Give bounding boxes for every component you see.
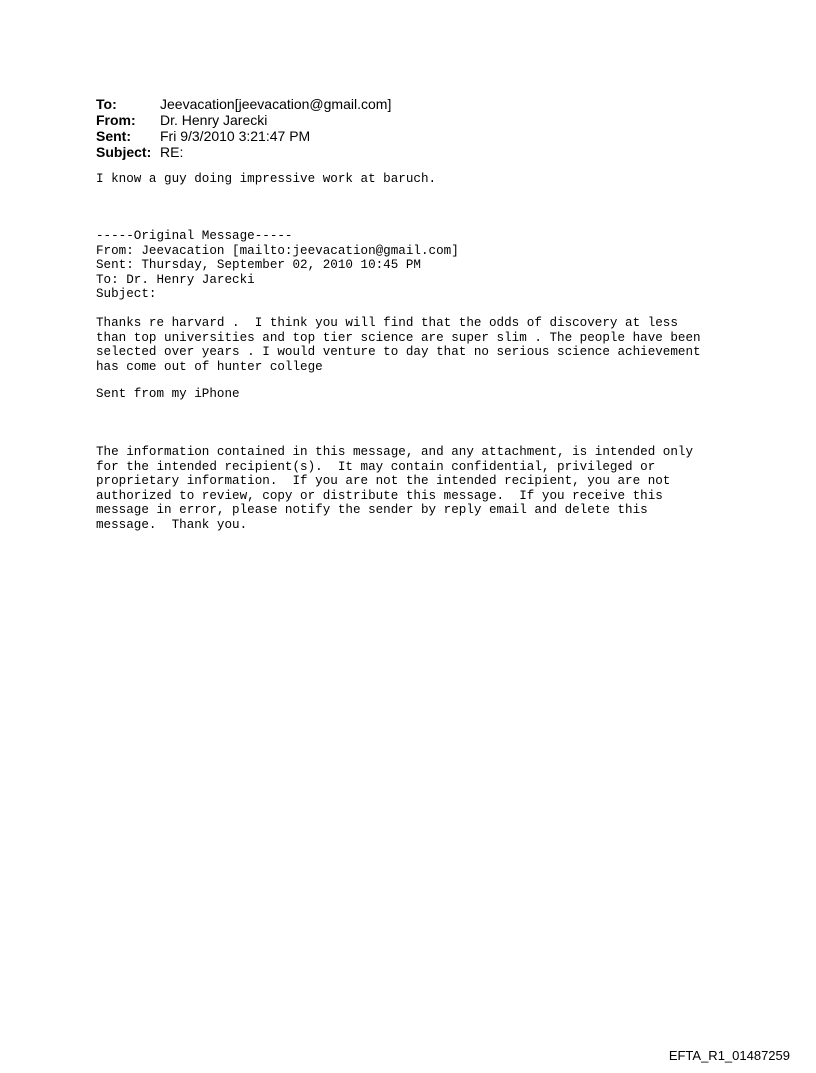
header-subject [96,144,391,160]
header-label: Subject: [96,144,152,160]
original-body-line: Thanks re harvard . I think you will find that the odds of discovery at less [96,316,678,330]
original-from: From: Jeevacation [mailto:jeevacation@gmail.com] [96,243,459,258]
header-from [96,112,391,128]
original-subject: Subject: [96,287,157,301]
header-label: From: [96,112,136,128]
disclaimer-line: The information contained in this message, and any attachment, is intended only [96,445,694,459]
original-body-line: has come out of hunter college [96,359,323,374]
original-to: To: Dr. Henry Jarecki [96,272,255,287]
header-value: Dr. Henry Jarecki [160,112,268,128]
disclaimer-line: proprietary information. If you are not the intended recipient, you are not [96,474,671,488]
document-id: EFTA_R1_01487259 [668,1048,790,1063]
original-body-line: selected over years . I would venture to day that no serious science achievement [96,345,701,359]
header-value: Jeevacation[jeevacation@gmail.com] [160,96,392,112]
disclaimer-line: message in error, please notify the sender by reply email and delete this [96,503,648,517]
disclaimer-line: for the intended recipient(s). It may contain confidential, privileged or [96,459,656,474]
header-to [96,96,391,112]
original-sent: Sent: Thursday, September 02, 2010 10:45 PM [96,258,421,272]
header-label: Sent: [96,128,131,144]
original-message-separator: -----Original Message----- [96,229,293,243]
header-value: Fri 9/3/2010 3:21:47 PM [160,128,311,144]
disclaimer-line: message. Thank you. [96,517,248,532]
signature: Sent from my iPhone [96,387,240,401]
header-label: To: [96,96,117,112]
header-sent [96,128,391,144]
original-body-line: than top universities and top tier science are super slim . The people have been [96,330,701,345]
reply-body: I know a guy doing impressive work at baruch. [96,172,437,186]
disclaimer-line: authorized to review, copy or distribute this message. If you receive this [96,488,663,503]
header-value: RE: [160,144,184,160]
email-header [96,96,391,160]
